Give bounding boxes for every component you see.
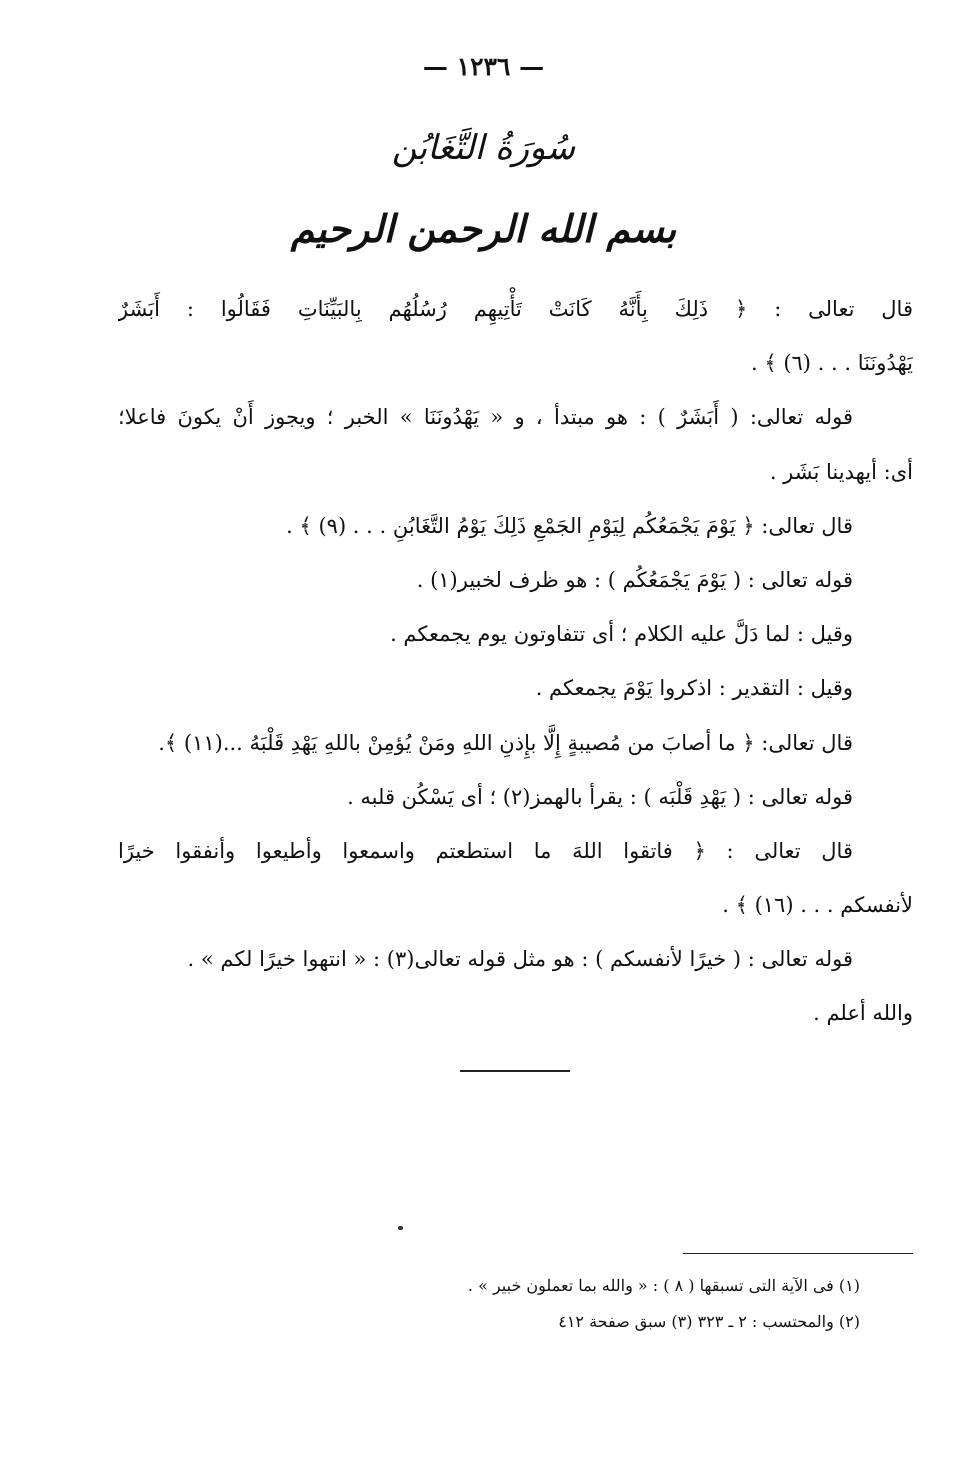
body-line: قوله تعالى : ( يَوْمَ يَجْمَعُكُم ) : هو ظرف لخبير(١) . (416, 567, 853, 592)
body-line: وقيل : لما دَلَّ عليه الكلام ؛ أى تتفاوتون يوم يجمعكم . (390, 622, 853, 647)
body-line: لأنفسكم . . . (١٦) ﴾ . (722, 893, 913, 918)
basmala: بسم الله الرحمن الرحيم (290, 206, 677, 251)
surah-title: سُورَةُ التَّغَابُن (391, 128, 576, 168)
section-divider (460, 1070, 570, 1072)
body-line: قال تعالى: ﴿ يَوْمَ يَجْمَعُكُم لِيَوْمِ الجَمْعِ ذَلِكَ يَوْمُ التَّغَابُنِ . . . (٩) ﴾ . (286, 513, 853, 538)
body-line: يَهْدُونَنَا . . . (٦) ﴾ . (750, 351, 913, 376)
body-line: قوله تعالى : ( يَهْدِ قَلْبَه ) : يقرأ بالهمز(٢) ؛ أى يَسْكُن قلبه . (347, 784, 853, 809)
body-line: قوله تعالى : ( خيرًا لأنفسكم ) : هو مثل قوله تعالى(٣) : « انتهوا خيرًا لكم » . (187, 947, 853, 972)
body-line: قوله تعالى: ( أَبَشَرٌ ) : هو مبتدأ ، و « يَهْدُونَنَا » الخبر ؛ ويجوز أَنْ يكونَ فاعلا؛ (118, 405, 853, 430)
body-text (118, 282, 913, 1041)
ink-dot (398, 1226, 403, 1230)
page-number: — ١٢٣٦ — (422, 52, 545, 81)
footnote: (١) فى الآية التى تسبقها ( ٨ ) : « والله بما تعملون خبير » . (467, 1276, 860, 1295)
body-line: أى: أيهدينا بَشَر . (769, 459, 913, 484)
body-line: قال تعالى: ﴿ ما أصابَ من مُصيبةٍ إِلَّا بإِذنِ اللهِ ومَنْ يُؤمِنْ باللهِ يَهْدِ قَلْبَهُ ...(١١) ﴾. (158, 730, 853, 755)
body-line: وقيل : التقدير : اذكروا يَوْمَ يجمعكم . (535, 676, 853, 701)
body-line: قال تعالى : ﴿ فاتقوا اللهَ ما استطعتم واسمعوا وأطيعوا وأنفقوا خيرًا (118, 838, 853, 863)
body-line: قال تعالى : ﴿ ذَلِكَ بِأَنَّهُ كَانَتْ تَأْتِيهِم رُسُلُهُم بِالبَيِّنَاتِ فَقَالُوا : أَبَشَرٌ (118, 297, 913, 321)
body-line: والله أعلم . (813, 1001, 913, 1026)
footnote: (٢) والمحتسب : ٢ ـ ٣٢٣ (٣) سبق صفحة ٤١٢ (558, 1312, 860, 1331)
footnote-rule (683, 1253, 913, 1254)
footnotes (380, 1268, 860, 1340)
